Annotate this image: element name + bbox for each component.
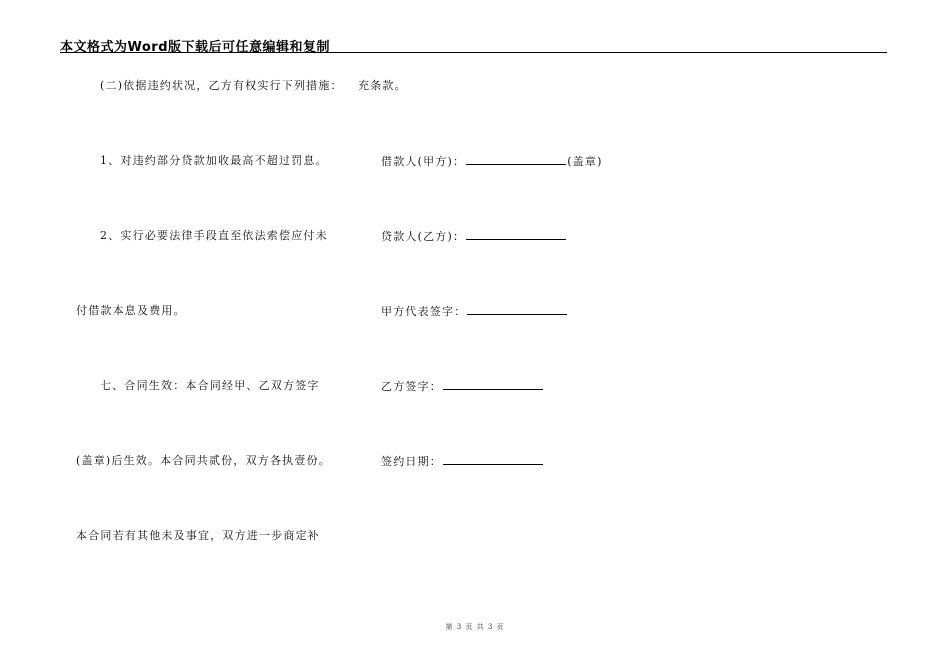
- document-header: 本文格式为Word版下载后可任意编辑和复制: [60, 40, 331, 55]
- clause-effective-line-2: (盖章)后生效。本合同共贰份，双方各执壹份。: [76, 454, 331, 467]
- sign-date-row: [381, 454, 544, 469]
- party-a-rep-blank-line: [467, 304, 567, 315]
- party-b-sign-blank-line: [443, 379, 543, 390]
- clause-measures: (二)依据违约状况，乙方有权实行下列措施：: [100, 79, 343, 92]
- lender-signature-row: [381, 229, 567, 244]
- borrower-signature-row: [381, 154, 603, 169]
- party-a-rep-row: [381, 304, 568, 319]
- lender-label: 贷款人(乙方)：: [381, 230, 466, 243]
- clause-item-2-line-1: 2、实行必要法律手段直至依法索偿应付未: [100, 229, 328, 242]
- clause-supplement-line-2: 充条款。: [358, 79, 407, 92]
- clause-item-1: 1、对违约部分贷款加收最高不超过罚息。: [100, 154, 328, 167]
- borrower-seal-label: (盖章): [567, 155, 603, 168]
- clause-item-2-line-2: 付借款本息及费用。: [76, 304, 186, 317]
- clause-supplement-line-1: 本合同若有其他未及事宜，双方进一步商定补: [76, 529, 320, 542]
- borrower-label: 借款人(甲方)：: [381, 155, 466, 168]
- lender-blank-line: [466, 229, 566, 240]
- page-number: 第 3 页 共 3 页: [445, 623, 505, 631]
- party-b-sign-label: 乙方签字：: [381, 380, 442, 393]
- party-a-rep-label: 甲方代表签字：: [381, 305, 467, 318]
- clause-effective-line-1: 七、合同生效：本合同经甲、乙双方签字: [100, 379, 320, 392]
- header-divider: [60, 52, 887, 53]
- borrower-blank-line: [466, 154, 566, 165]
- party-b-sign-row: [381, 379, 544, 394]
- sign-date-label: 签约日期：: [381, 455, 442, 468]
- sign-date-blank-line: [443, 454, 543, 465]
